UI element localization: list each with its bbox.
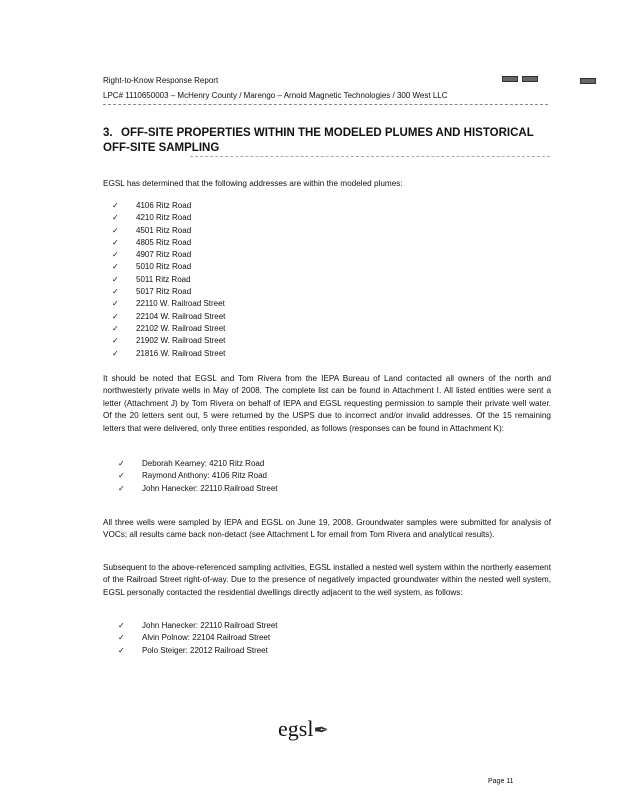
heading-rule — [190, 156, 550, 157]
list-item — [112, 298, 225, 310]
list-item-text: 22110 W. Railroad Street — [136, 299, 225, 309]
list-item-text: 4907 Ritz Road — [136, 250, 192, 260]
section-heading: 3. OFF-SITE PROPERTIES WITHIN THE MODELED PLUMES AND HISTORICAL OFF-SITE SAMPLING — [103, 127, 534, 154]
list-item-text: Polo Steiger: 22012 Railroad Street — [142, 645, 268, 655]
list-item-text: Raymond Anthony: 4106 Ritz Road — [142, 471, 267, 481]
checkmark-icon: ✓ — [112, 274, 119, 284]
paragraph-3: Subsequent to the above-referenced sampling activities, EGSL installed a nested well system within the northerly easement of the Railroad Street right-of-way. Due to the presence of negatively impacted groundwater within the nested well system, EGSL personally contacted the residential dwellings directly adjacent to the well system, as follows: — [103, 563, 551, 597]
list-item — [112, 274, 225, 286]
stamp-mark — [502, 76, 518, 82]
list-item — [112, 286, 225, 298]
checkmark-icon: ✓ — [118, 645, 125, 655]
checkmark-icon: ✓ — [112, 225, 119, 235]
list-item — [118, 458, 278, 470]
header-rule — [103, 104, 548, 105]
checkmark-icon: ✓ — [112, 336, 119, 346]
checkmark-icon: ✓ — [112, 311, 119, 321]
checkmark-icon: ✓ — [112, 250, 119, 260]
checkmark-icon: ✓ — [112, 213, 119, 223]
list-item-text: Alvin Polnow: 22104 Railroad Street — [142, 633, 271, 643]
list-item-text: 5010 Ritz Road — [136, 262, 192, 272]
list-item — [118, 470, 278, 482]
checkmark-icon: ✓ — [112, 237, 119, 247]
list-item — [112, 311, 225, 323]
intro-text: EGSL has determined that the following addresses are within the modeled plumes: — [103, 179, 403, 188]
checkmark-icon: ✓ — [118, 633, 125, 643]
checkmark-icon: ✓ — [112, 287, 119, 297]
list-item-text: 21816 W. Railroad Street — [136, 348, 226, 358]
respondent-list — [118, 458, 278, 495]
list-item-text: 22104 W. Railroad Street — [136, 311, 226, 321]
checkmark-icon: ✓ — [118, 471, 125, 481]
list-item-text: Deborah Kearney: 4210 Ritz Road — [142, 459, 265, 468]
list-item — [118, 632, 278, 644]
list-item-text: 5011 Ritz Road — [136, 274, 191, 284]
list-item — [118, 483, 278, 495]
list-item — [112, 261, 225, 273]
address-list — [112, 200, 225, 360]
checkmark-icon: ✓ — [112, 323, 119, 333]
list-item — [112, 237, 225, 249]
checkmark-icon: ✓ — [118, 459, 125, 468]
checkmark-icon: ✓ — [112, 348, 119, 358]
list-item-text: 4210 Ritz Road — [136, 213, 192, 223]
list-item-text: 4106 Ritz Road — [136, 201, 192, 210]
egsl-logo: egsl✒ — [278, 716, 329, 741]
page-number: Page 11 — [488, 778, 514, 785]
checkmark-icon: ✓ — [118, 621, 125, 630]
stamp-mark — [580, 78, 596, 84]
checkmark-icon: ✓ — [112, 262, 119, 272]
list-item-text: 22102 W. Railroad Street — [136, 323, 226, 333]
list-item — [112, 225, 225, 237]
report-subtitle: LPC# 1110650003 – McHenry County / Marengo – Arnold Magnetic Technologies / 300 West LLC — [103, 91, 448, 100]
list-item-text: 21902 W. Railroad Street — [136, 336, 226, 346]
list-item-text: 4805 Ritz Road — [136, 237, 192, 247]
checkmark-icon: ✓ — [112, 201, 119, 210]
list-item-text: 4501 Ritz Road — [136, 225, 192, 235]
list-item — [112, 335, 225, 347]
list-item — [112, 200, 225, 212]
list-item-text: John Hanecker: 22110 Railroad Street — [142, 621, 278, 630]
list-item — [112, 323, 225, 335]
paragraph-2: All three wells were sampled by IEPA and EGSL on June 19, 2008. Groundwater samples were submitted for analysis of VOCs; all results came back non-detact (see Attachment L for email from Tom Rivera and analytical results). — [103, 518, 551, 540]
list-item-text: John Hanecker: 22110 Railroad Street — [142, 483, 278, 493]
checkmark-icon: ✓ — [112, 299, 119, 309]
list-item — [112, 212, 225, 224]
list-item — [118, 620, 278, 632]
paragraph-1: It should be noted that EGSL and Tom Rivera from the IEPA Bureau of Land contacted all owners of the north and northwesterly private wells in May of 2008. The complete list can be found in Attachment I. All listed entities were sent a letter (Attachment J) by Tom Rivera on behalf of IEPA and EGSL requesting permission to sample their private well water. Of the 20 letters sent out, 5 were returned by the USPS due to incorrect and/or invalid addresses. Of the 15 remaining letters that were delivered, only three entities responded, as follows (responses can be found in Attachment K): — [103, 374, 551, 433]
list-item — [118, 645, 278, 657]
list-item — [112, 249, 225, 261]
contact-list — [118, 620, 278, 657]
checkmark-icon: ✓ — [118, 483, 125, 493]
stamp-mark — [522, 76, 538, 82]
feather-icon: ✒ — [313, 720, 329, 740]
report-title: Right-to-Know Response Report — [103, 76, 219, 85]
list-item — [112, 348, 225, 360]
list-item-text: 5017 Ritz Road — [136, 287, 192, 297]
